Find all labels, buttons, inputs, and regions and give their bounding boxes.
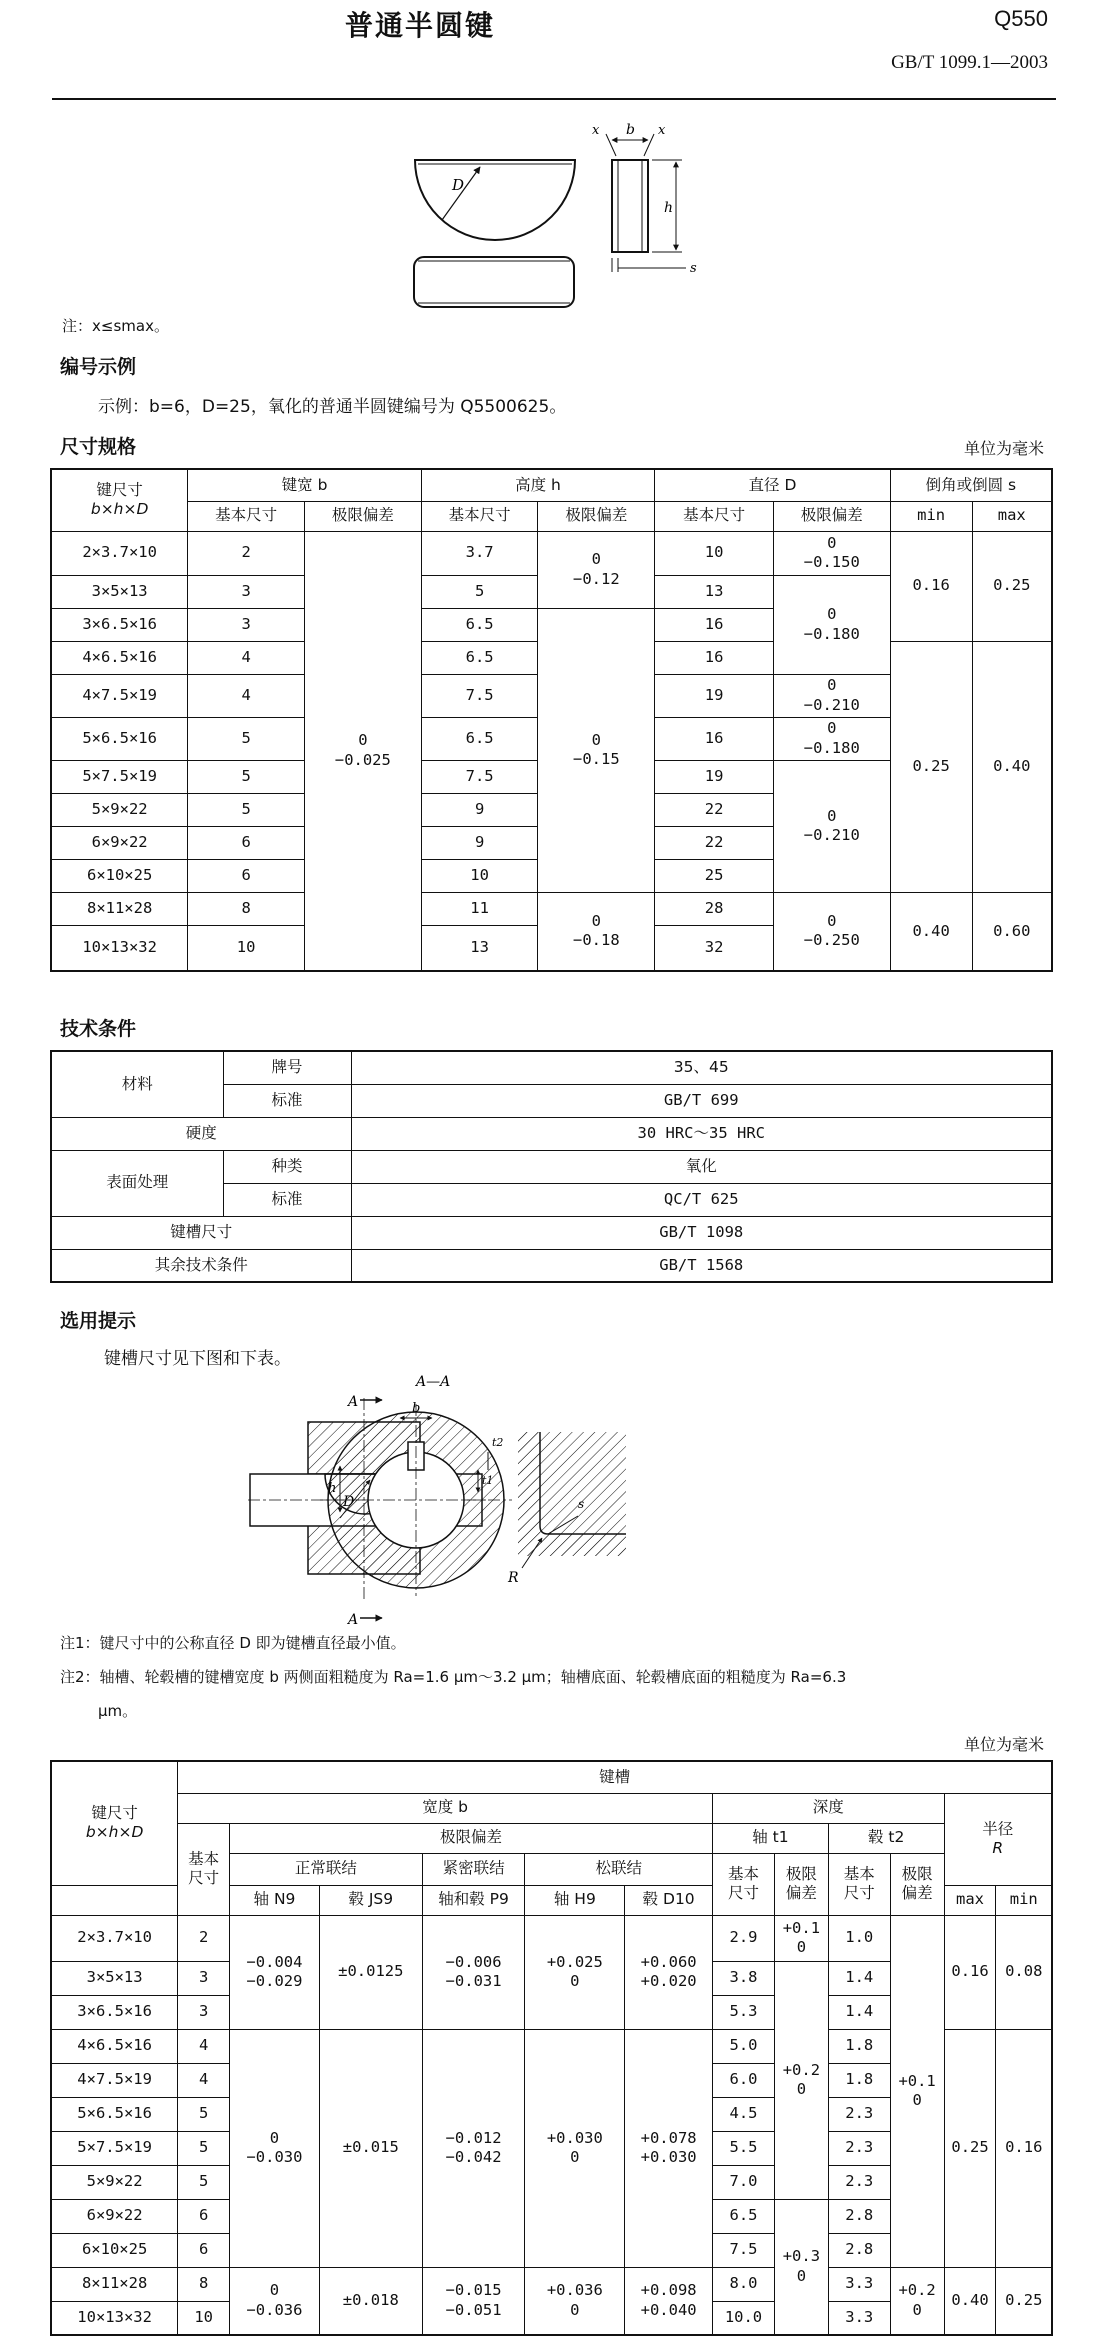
- table-cell: 3.3: [828, 2267, 890, 2301]
- spec-h-chamfer: 倒角或倒圆 s: [890, 469, 1052, 501]
- table-cell: 半径 R: [944, 1793, 1052, 1885]
- table-cell: −0.004 −0.029: [230, 1915, 320, 2029]
- label-A-top: A: [348, 1394, 359, 1410]
- table-cell: 19: [655, 674, 774, 717]
- table-cell: 4: [178, 2029, 230, 2063]
- table-cell: 0.60: [972, 892, 1052, 971]
- table-cell: 0.40: [944, 2267, 996, 2335]
- table-cell: 6.5: [421, 717, 538, 760]
- label-s: s: [578, 1497, 585, 1511]
- table-cell: 标准: [223, 1183, 351, 1216]
- spec-h-basic: 基本尺寸: [188, 501, 305, 531]
- label-x-right: x: [658, 123, 666, 138]
- spec-h-min: min: [890, 501, 972, 531]
- table-cell: 毂 JS9: [319, 1885, 422, 1915]
- table-cell: 10×13×32: [51, 2301, 178, 2335]
- spec-h-tol: 极限偏差: [773, 501, 890, 531]
- label-t2: t2: [492, 1436, 504, 1449]
- table-cell: 3: [178, 1961, 230, 1995]
- table-cell: 材料: [51, 1051, 223, 1117]
- table-cell: 5: [178, 2097, 230, 2131]
- table-cell: 0.40: [972, 641, 1052, 892]
- table-cell: ±0.018: [319, 2267, 422, 2335]
- spec-h-basic: 基本尺寸: [655, 501, 774, 531]
- label-x-left: x: [592, 123, 600, 138]
- table-cell: 轴 H9: [525, 1885, 625, 1915]
- example-heading: 编号示例: [60, 356, 137, 378]
- table-cell: 6: [178, 2233, 230, 2267]
- table-cell: 22: [655, 793, 774, 826]
- table-cell: 极限 偏差: [774, 1853, 828, 1915]
- spec-table: [50, 468, 1053, 972]
- table-cell: 10: [178, 2301, 230, 2335]
- standard-number: GB/T 1099.1—2003: [891, 52, 1048, 73]
- table-cell: 25: [655, 859, 774, 892]
- table-cell: 5: [188, 793, 305, 826]
- table-cell: 2.3: [828, 2131, 890, 2165]
- table-cell: 8×11×28: [51, 892, 188, 925]
- table-cell: 3: [188, 608, 305, 641]
- table-cell: 30 HRC～35 HRC: [351, 1117, 1052, 1150]
- table-cell: 7.0: [713, 2165, 775, 2199]
- keyway-table: [50, 1760, 1053, 2336]
- table-cell: 0 −0.210: [773, 674, 890, 717]
- table-cell: 极限 偏差: [890, 1853, 944, 1915]
- table-cell: 5: [188, 717, 305, 760]
- table-cell: 2.3: [828, 2097, 890, 2131]
- table-cell: 3×5×13: [51, 1961, 178, 1995]
- table-cell: 4.5: [713, 2097, 775, 2131]
- table-cell: 表面处理: [51, 1150, 223, 1216]
- table-cell: 其余技术条件: [51, 1249, 351, 1282]
- table-cell: 10: [188, 925, 305, 971]
- table-cell: −0.012 −0.042: [422, 2029, 525, 2267]
- select-heading: 选用提示: [60, 1310, 137, 1332]
- table-cell: 2×3.7×10: [51, 1915, 178, 1961]
- table-cell: 13: [421, 925, 538, 971]
- table-cell: 氧化: [351, 1150, 1052, 1183]
- table-cell: 0 −0.036: [230, 2267, 320, 2335]
- table-cell: 10×13×32: [51, 925, 188, 971]
- table-cell: 1.4: [828, 1995, 890, 2029]
- table-cell: 正常联结: [230, 1853, 423, 1885]
- table-cell: 键槽尺寸: [51, 1216, 351, 1249]
- note-x: 注：x≤smax。: [62, 317, 169, 335]
- table-cell: 5×6.5×16: [51, 717, 188, 760]
- table-cell: 6: [188, 826, 305, 859]
- table-cell: 3×6.5×16: [51, 608, 188, 641]
- table-cell: 3×5×13: [51, 575, 188, 608]
- spec-h-tol: 极限偏差: [538, 501, 655, 531]
- spec-h-width: 键宽 b: [188, 469, 421, 501]
- table-cell: 6: [188, 859, 305, 892]
- table-cell: 0.16: [890, 531, 972, 641]
- tech-heading: 技术条件: [60, 1018, 137, 1040]
- table-cell: 6.0: [713, 2063, 775, 2097]
- table-cell: 5×7.5×19: [51, 760, 188, 793]
- label-b: b: [412, 1401, 421, 1416]
- part-code: Q550: [994, 6, 1048, 31]
- note-1: 注1：键尺寸中的公称直径 D 即为键槽直径最小值。: [60, 1634, 406, 1652]
- table-cell: 5×9×22: [51, 2165, 178, 2199]
- table-cell: 4×6.5×16: [51, 641, 188, 674]
- table-cell: 基本 尺寸: [713, 1853, 775, 1915]
- table-cell: −0.015 −0.051: [422, 2267, 525, 2335]
- table-cell: 5: [188, 760, 305, 793]
- table-cell: 0.25: [890, 641, 972, 892]
- table-row: [51, 2267, 1052, 2301]
- table-cell: 0 −0.150: [773, 531, 890, 575]
- spec-h-key: 键尺寸 b×h×D: [51, 469, 188, 531]
- table-cell: [51, 1885, 178, 1915]
- table-cell: 5: [421, 575, 538, 608]
- table-cell: 0 −0.15: [538, 608, 655, 892]
- table-cell: +0.2 0: [890, 2267, 944, 2335]
- label-h: h: [328, 1481, 337, 1496]
- table-cell: 种类: [223, 1150, 351, 1183]
- table-cell: 2.9: [713, 1915, 775, 1961]
- select-text: 键槽尺寸见下图和下表。: [104, 1349, 291, 1369]
- table-cell: 键槽: [178, 1761, 1052, 1793]
- table-cell: 35、45: [351, 1051, 1052, 1084]
- table-cell: +0.025 0: [525, 1915, 625, 2029]
- table-cell: GB/T 1568: [351, 1249, 1052, 1282]
- table-cell: QC/T 625: [351, 1183, 1052, 1216]
- spec-h-basic: 基本尺寸: [421, 501, 538, 531]
- table-cell: 10.0: [713, 2301, 775, 2335]
- table-cell: 0 −0.180: [773, 717, 890, 760]
- table-row: [51, 531, 1052, 575]
- tech-table: [50, 1050, 1053, 1283]
- table-cell: 毂 t2: [828, 1823, 944, 1853]
- table-cell: 紧密联结: [422, 1853, 525, 1885]
- table-cell: 6×10×25: [51, 859, 188, 892]
- table-cell: 4×7.5×19: [51, 2063, 178, 2097]
- table-cell: 10: [421, 859, 538, 892]
- table-cell: 5×6.5×16: [51, 2097, 178, 2131]
- table-cell: 1.8: [828, 2029, 890, 2063]
- key-front-view: [415, 160, 575, 240]
- slot-unit: 单位为毫米: [963, 1735, 1044, 1754]
- spec-h-tol: 极限偏差: [304, 501, 421, 531]
- table-cell: 9: [421, 793, 538, 826]
- table-cell: 4×6.5×16: [51, 2029, 178, 2063]
- table-row: [51, 892, 1052, 925]
- table-cell: 轴 N9: [230, 1885, 320, 1915]
- table-cell: 0 −0.210: [773, 760, 890, 892]
- table-cell: 4: [178, 2063, 230, 2097]
- table-cell: 3×6.5×16: [51, 1995, 178, 2029]
- table-cell: max: [944, 1885, 996, 1915]
- table-cell: 3.8: [713, 1961, 775, 1995]
- table-cell: +0.2 0: [774, 1961, 828, 2199]
- spec-heading: 尺寸规格: [60, 436, 137, 458]
- table-cell: 3.7: [421, 531, 538, 575]
- table-cell: 3: [188, 575, 305, 608]
- table-cell: GB/T 699: [351, 1084, 1052, 1117]
- table-cell: 8.0: [713, 2267, 775, 2301]
- table-cell: 7.5: [421, 760, 538, 793]
- table-cell: 5: [178, 2165, 230, 2199]
- table-cell: 22: [655, 826, 774, 859]
- note-2: 注2：轴槽、轮毂槽的键槽宽度 b 两侧面粗糙度为 Ra=1.6 μm～3.2 μm；轴槽底面、轮毂槽底面的粗糙度为 Ra=6.3: [60, 1668, 847, 1686]
- table-cell: 8: [188, 892, 305, 925]
- spec-h-dia: 直径 D: [655, 469, 890, 501]
- table-cell: 7.5: [421, 674, 538, 717]
- table-cell: 2×3.7×10: [51, 531, 188, 575]
- table-row: [51, 1915, 1052, 1961]
- table-cell: 11: [421, 892, 538, 925]
- table-cell: 0.16: [996, 2029, 1052, 2267]
- table-cell: +0.060 +0.020: [625, 1915, 713, 2029]
- table-cell: 5×9×22: [51, 793, 188, 826]
- table-cell: 1.0: [828, 1915, 890, 1961]
- table-cell: 5×7.5×19: [51, 2131, 178, 2165]
- table-cell: min: [996, 1885, 1052, 1915]
- table-cell: 0 −0.180: [773, 575, 890, 674]
- label-A-A: A—A: [416, 1374, 451, 1390]
- table-cell: 0 −0.030: [230, 2029, 320, 2267]
- example-text: 示例：b=6，D=25，氧化的普通半圆键编号为 Q5500625。: [98, 397, 567, 417]
- spec-unit: 单位为毫米: [963, 439, 1044, 458]
- table-cell: 4×7.5×19: [51, 674, 188, 717]
- page-title: 普通半圆键: [345, 9, 496, 42]
- table-cell: 19: [655, 760, 774, 793]
- table-cell: 0.16: [944, 1915, 996, 2029]
- table-cell: +0.098 +0.040: [625, 2267, 713, 2335]
- table-cell: 键尺寸 b×h×D: [51, 1761, 178, 1885]
- table-cell: 6×9×22: [51, 2199, 178, 2233]
- table-cell: 毂 D10: [625, 1885, 713, 1915]
- key-top-view: [414, 257, 574, 307]
- table-cell: +0.036 0: [525, 2267, 625, 2335]
- table-cell: 16: [655, 717, 774, 760]
- table-cell: +0.3 0: [774, 2199, 828, 2335]
- btol: 0 −0.025: [304, 531, 421, 971]
- table-cell: 6.5: [421, 608, 538, 641]
- table-cell: −0.006 −0.031: [422, 1915, 525, 2029]
- table-cell: 深度: [713, 1793, 945, 1823]
- table-cell: 4: [188, 641, 305, 674]
- header-rule: [52, 98, 1056, 100]
- table-cell: +0.1 0: [774, 1915, 828, 1961]
- table-cell: 基本 尺寸: [828, 1853, 890, 1915]
- table-cell: 6.5: [421, 641, 538, 674]
- table-cell: 5.0: [713, 2029, 775, 2063]
- table-cell: 松联结: [525, 1853, 713, 1885]
- table-cell: 宽度 b: [178, 1793, 713, 1823]
- table-cell: GB/T 1098: [351, 1216, 1052, 1249]
- table-cell: 32: [655, 925, 774, 971]
- table-cell: ±0.0125: [319, 1915, 422, 2029]
- label-t1: t1: [482, 1474, 494, 1487]
- spec-h-height: 高度 h: [421, 469, 654, 501]
- table-cell: 轴和毂 P9: [422, 1885, 525, 1915]
- table-cell: 轴 t1: [713, 1823, 829, 1853]
- table-cell: +0.030 0: [525, 2029, 625, 2267]
- label-D: D: [452, 176, 465, 194]
- table-cell: 16: [655, 608, 774, 641]
- table-cell: +0.078 +0.030: [625, 2029, 713, 2267]
- table-cell: 6.5: [713, 2199, 775, 2233]
- table-cell: 5.5: [713, 2131, 775, 2165]
- spec-h-max: max: [972, 501, 1052, 531]
- table-cell: 7.5: [713, 2233, 775, 2267]
- table-cell: 0.25: [972, 531, 1052, 641]
- table-cell: 0.08: [996, 1915, 1052, 2029]
- table-cell: 牌号: [223, 1051, 351, 1084]
- table-cell: 6: [178, 2199, 230, 2233]
- keyway-drawing: [240, 1368, 900, 1630]
- table-cell: 硬度: [51, 1117, 351, 1150]
- table-cell: 2.8: [828, 2233, 890, 2267]
- table-cell: 2.3: [828, 2165, 890, 2199]
- table-cell: 2: [188, 531, 305, 575]
- table-cell: 5: [178, 2131, 230, 2165]
- table-cell: 标准: [223, 1084, 351, 1117]
- label-h: h: [664, 200, 674, 216]
- key-drawing: [380, 112, 720, 322]
- table-cell: 0 −0.250: [773, 892, 890, 971]
- label-R: R: [508, 1570, 519, 1586]
- key-side-view: [612, 160, 648, 252]
- table-cell: 0 −0.12: [538, 531, 655, 608]
- table-cell: 0.40: [890, 892, 972, 971]
- table-cell: 13: [655, 575, 774, 608]
- table-cell: 9: [421, 826, 538, 859]
- table-cell: 8×11×28: [51, 2267, 178, 2301]
- table-cell: 3.3: [828, 2301, 890, 2335]
- note-2b: μm。: [98, 1702, 138, 1720]
- label-b: b: [626, 122, 635, 138]
- table-cell: 6×9×22: [51, 826, 188, 859]
- table-cell: 3: [178, 1995, 230, 2029]
- table-cell: 0.25: [996, 2267, 1052, 2335]
- table-cell: +0.1 0: [890, 1915, 944, 2267]
- table-cell: 极限偏差: [230, 1823, 713, 1853]
- table-cell: 8: [178, 2267, 230, 2301]
- table-cell: 6×10×25: [51, 2233, 178, 2267]
- table-cell: 2: [178, 1915, 230, 1961]
- table-cell: 2.8: [828, 2199, 890, 2233]
- table-cell: 1.4: [828, 1961, 890, 1995]
- table-cell: 16: [655, 641, 774, 674]
- label-s: s: [690, 261, 697, 276]
- table-cell: 5.3: [713, 1995, 775, 2029]
- table-cell: 1.8: [828, 2063, 890, 2097]
- label-A-bottom: A: [348, 1612, 359, 1628]
- table-cell: 4: [188, 674, 305, 717]
- table-cell: ±0.015: [319, 2029, 422, 2267]
- fillet-detail: [507, 1432, 626, 1586]
- table-cell: 0 −0.18: [538, 892, 655, 971]
- table-cell: 0.25: [944, 2029, 996, 2267]
- table-cell: 28: [655, 892, 774, 925]
- table-cell: 基本 尺寸: [178, 1823, 230, 1915]
- table-cell: 10: [655, 531, 774, 575]
